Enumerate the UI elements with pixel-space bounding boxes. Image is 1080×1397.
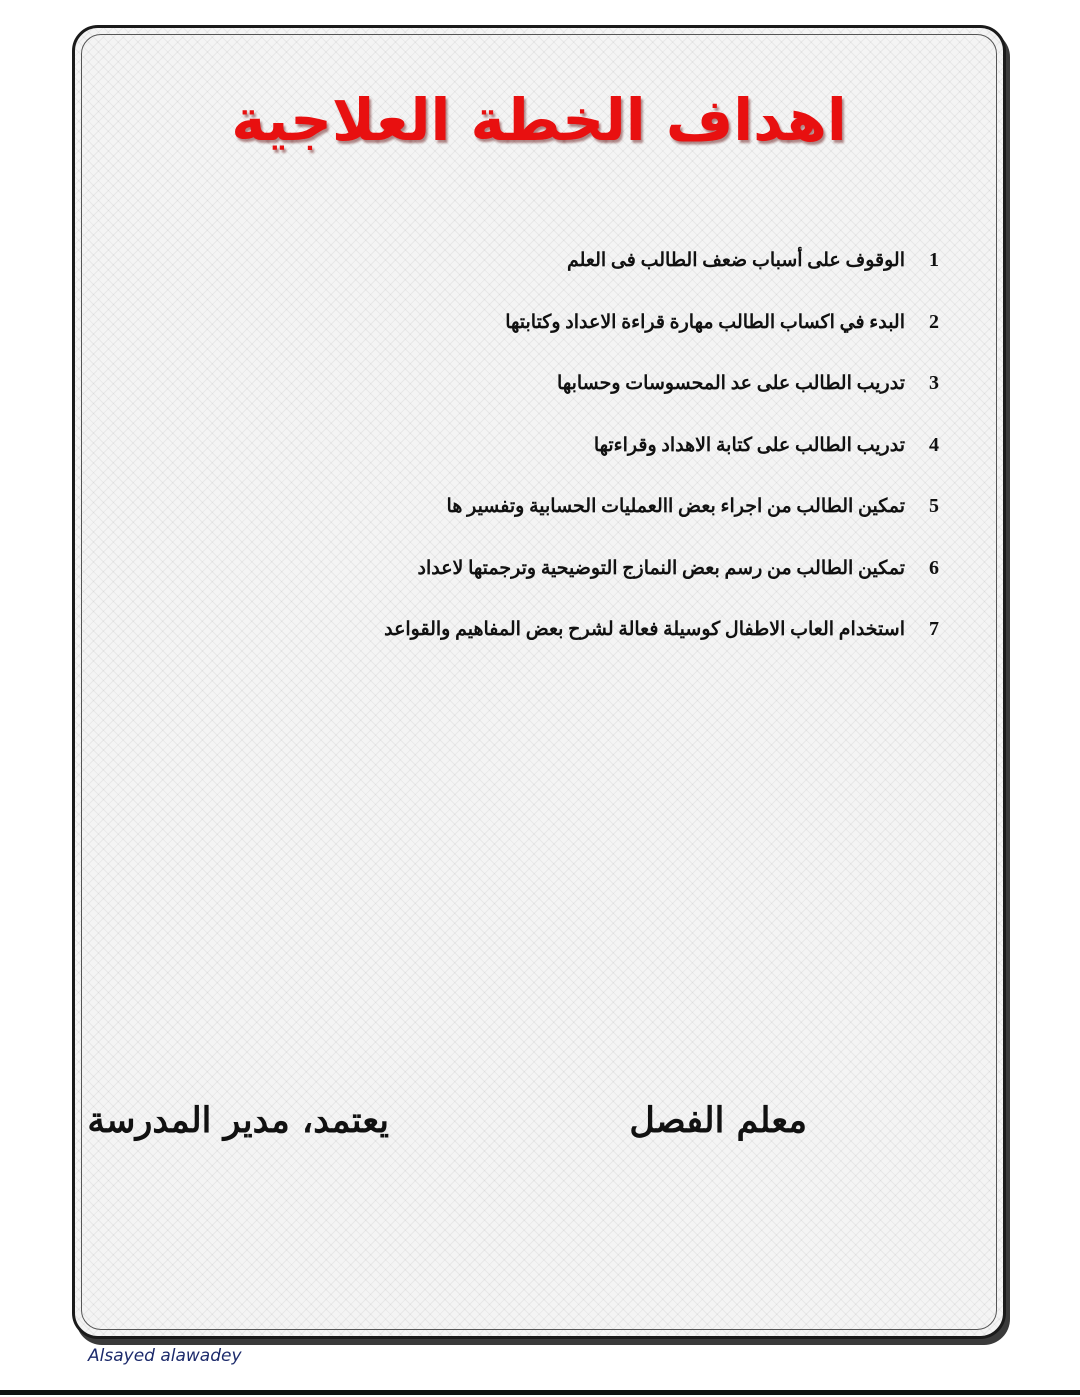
goal-number: 5 xyxy=(929,495,939,518)
list-item xyxy=(139,353,939,415)
goal-text: تدريب الطالب على كتابة الاهداد وقراءتها xyxy=(593,434,905,456)
list-item xyxy=(139,599,939,661)
goal-text: الوقوف على أسباب ضعف الطالب فى العلم xyxy=(567,250,905,272)
list-item xyxy=(139,415,939,477)
goal-text: تمكين الطالب من رسم بعض النمازج التوضيحية وترجمتها لاعداد xyxy=(417,557,905,579)
goals-list xyxy=(139,230,939,661)
goal-number: 3 xyxy=(929,372,939,395)
page-frame xyxy=(72,25,1006,1339)
list-item xyxy=(139,538,939,600)
goal-text: تدريب الطالب على عد المحسوسات وحسابها xyxy=(557,373,905,395)
goal-number: 4 xyxy=(929,433,939,456)
list-item xyxy=(139,476,939,538)
teacher-signature-label: معلم الفصل xyxy=(629,1100,807,1141)
page-title: اهداف الخطة العلاجية xyxy=(231,86,847,154)
goal-text: استخدام العاب الاطفال كوسيلة فعالة لشرح بعض المفاهيم والقواعد xyxy=(384,619,905,641)
goal-number: 6 xyxy=(929,556,939,579)
footer-divider xyxy=(0,1390,1080,1395)
principal-signature-label: يعتمد، مدير المدرسة xyxy=(87,1100,389,1141)
list-item xyxy=(139,292,939,354)
goal-text: البدء في اكساب الطالب مهارة قراءة الاعداد وكتابتها xyxy=(505,311,905,333)
goal-number: 7 xyxy=(929,618,939,641)
goal-number: 2 xyxy=(929,310,939,333)
list-item xyxy=(139,230,939,292)
footer-author: Alsayed alawadey xyxy=(88,1346,242,1366)
goal-number: 1 xyxy=(929,249,939,272)
goal-text: تمكين الطالب من اجراء بعض االعمليات الحسابية وتفسير ها xyxy=(446,496,905,518)
